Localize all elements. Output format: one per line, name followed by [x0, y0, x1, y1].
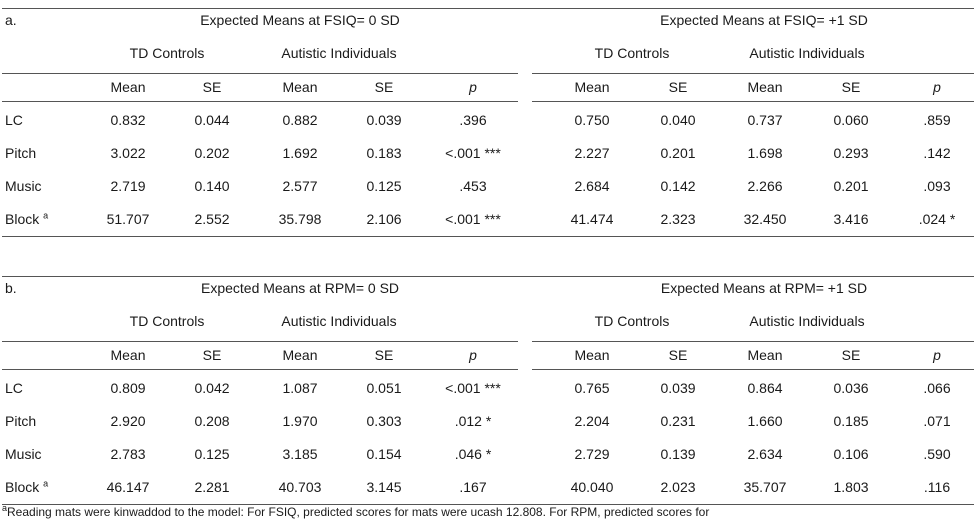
table-cell: 1.803	[833, 479, 869, 495]
table-cell: .066	[923, 380, 951, 396]
table-cell: 2.577	[282, 178, 318, 194]
rule-line	[2, 369, 518, 370]
subgroup-header: Autistic Individuals	[281, 313, 397, 329]
table-cell: 2.266	[747, 178, 783, 194]
table-cell: 0.882	[282, 112, 318, 128]
table-cell: .590	[923, 446, 951, 462]
column-header: SE	[841, 347, 861, 363]
table-cell: 40.040	[570, 479, 614, 495]
panel-label: a.	[5, 12, 17, 28]
table-cell: 0.040	[660, 112, 696, 128]
subgroup-header: TD Controls	[594, 45, 670, 61]
row-label-text: Music	[5, 178, 42, 194]
table-cell: 0.140	[194, 178, 230, 194]
rule-line	[532, 73, 974, 74]
column-header: SE	[374, 347, 394, 363]
row-label	[5, 209, 48, 229]
table-cell: 0.750	[574, 112, 610, 128]
table-cell: 3.022	[110, 145, 146, 161]
table-cell: 0.183	[366, 145, 402, 161]
column-header: SE	[841, 79, 861, 95]
table-cell: 0.765	[574, 380, 610, 396]
column-header: Mean	[110, 347, 146, 363]
table-cell: 0.060	[833, 112, 869, 128]
table-cell: <.001 ***	[445, 380, 501, 396]
table-cell: 0.737	[747, 112, 783, 128]
table-panel	[0, 0, 976, 240]
table-cell: 1.660	[747, 413, 783, 429]
row-label-text: Pitch	[5, 145, 37, 161]
group-title: Expected Means at FSIQ= +1 SD	[660, 12, 868, 28]
rule-line	[2, 8, 974, 9]
table-cell: 35.798	[278, 211, 322, 227]
rule-line	[2, 236, 974, 237]
column-header: Mean	[574, 79, 610, 95]
table-cell: 2.023	[660, 479, 696, 495]
table-cell: 2.920	[110, 413, 146, 429]
table-cell: 0.125	[194, 446, 230, 462]
table-cell: .093	[923, 178, 951, 194]
table-cell: 0.201	[833, 178, 869, 194]
row-label-text: Music	[5, 446, 42, 462]
row-label	[5, 143, 36, 163]
column-header: Mean	[282, 347, 318, 363]
rule-line	[532, 101, 974, 102]
column-header: Mean	[747, 347, 783, 363]
table-cell: 1.970	[282, 413, 318, 429]
table-cell: 2.552	[194, 211, 230, 227]
table-cell: 1.087	[282, 380, 318, 396]
table-cell: 2.729	[574, 446, 610, 462]
table-cell: 41.474	[570, 211, 614, 227]
table-cell: <.001 ***	[445, 145, 501, 161]
row-label-text: LC	[5, 380, 23, 396]
column-header: SE	[668, 347, 688, 363]
column-header: Mean	[747, 79, 783, 95]
table-cell: .116	[923, 479, 951, 495]
group-title: Expected Means at RPM= +1 SD	[660, 280, 868, 296]
table-cell: 2.106	[366, 211, 402, 227]
subgroup-header: TD Controls	[594, 313, 670, 329]
panel-label: b.	[5, 280, 17, 296]
subgroup-header: Autistic Individuals	[749, 313, 865, 329]
subgroup-header: Autistic Individuals	[281, 45, 397, 61]
column-header: p	[469, 79, 477, 95]
table-cell: 32.450	[743, 211, 787, 227]
row-label	[5, 444, 42, 464]
column-header: SE	[202, 79, 222, 95]
group-title: Expected Means at FSIQ= 0 SD	[200, 12, 400, 28]
rule-line	[532, 369, 974, 370]
row-label	[5, 378, 23, 398]
table-cell: 0.208	[194, 413, 230, 429]
subgroup-header: Autistic Individuals	[749, 45, 865, 61]
table-cell: 0.832	[110, 112, 146, 128]
table-cell: .453	[459, 178, 487, 194]
table-cell: .142	[923, 145, 951, 161]
table-cell: .024 *	[918, 211, 956, 227]
table-cell: 0.044	[194, 112, 230, 128]
row-label	[5, 411, 36, 431]
table-cell: 35.707	[743, 479, 787, 495]
row-label	[5, 110, 23, 130]
table-cell: 1.698	[747, 145, 783, 161]
subgroup-header: TD Controls	[129, 45, 205, 61]
table-cell: 0.864	[747, 380, 783, 396]
table-cell: 0.202	[194, 145, 230, 161]
table-cell: 2.227	[574, 145, 610, 161]
table-cell: .012 *	[454, 413, 492, 429]
row-label	[5, 176, 42, 196]
rule-line	[532, 341, 974, 342]
column-header: SE	[668, 79, 688, 95]
table-cell: .071	[923, 413, 951, 429]
table-cell: 51.707	[106, 211, 150, 227]
table-cell: 0.042	[194, 380, 230, 396]
row-label-text: Pitch	[5, 413, 37, 429]
table-cell: 0.039	[660, 380, 696, 396]
table-cell: .167	[459, 479, 487, 495]
table-cell: 3.416	[833, 211, 869, 227]
table-cell: 2.684	[574, 178, 610, 194]
column-header: Mean	[574, 347, 610, 363]
table-cell: 0.125	[366, 178, 402, 194]
column-header: SE	[202, 347, 222, 363]
row-label-superscript: a	[43, 210, 49, 221]
table-cell: .396	[459, 112, 487, 128]
table-cell: 2.204	[574, 413, 610, 429]
table-cell: 0.036	[833, 380, 869, 396]
table-cell: 40.703	[278, 479, 322, 495]
table-cell: 3.145	[366, 479, 402, 495]
table-cell: 0.106	[833, 446, 869, 462]
rule-line	[2, 101, 518, 102]
row-label	[5, 477, 48, 497]
table-cell: 0.039	[366, 112, 402, 128]
table-cell: 3.185	[282, 446, 318, 462]
row-label-text: Block	[5, 479, 40, 495]
table-cell: 0.809	[110, 380, 146, 396]
table-cell: 0.185	[833, 413, 869, 429]
column-header: p	[933, 79, 941, 95]
column-header: Mean	[282, 79, 318, 95]
table-cell: 0.139	[660, 446, 696, 462]
table-cell: 2.783	[110, 446, 146, 462]
group-title: Expected Means at RPM= 0 SD	[200, 280, 400, 296]
table-cell: <.001 ***	[445, 211, 501, 227]
table-cell: .859	[923, 112, 951, 128]
table-cell: 2.323	[660, 211, 696, 227]
table-cell: 2.281	[194, 479, 230, 495]
table-cell: 0.303	[366, 413, 402, 429]
rule-line	[2, 73, 518, 74]
column-header: p	[469, 347, 477, 363]
column-header: p	[933, 347, 941, 363]
table-cell: 0.231	[660, 413, 696, 429]
table-cell: 0.142	[660, 178, 696, 194]
table-cell: 2.634	[747, 446, 783, 462]
row-label-superscript: a	[43, 478, 49, 489]
column-header: Mean	[110, 79, 146, 95]
table-cell: 1.692	[282, 145, 318, 161]
table-cell: 0.293	[833, 145, 869, 161]
rule-line	[2, 276, 974, 277]
column-header: SE	[374, 79, 394, 95]
table-cell: 0.201	[660, 145, 696, 161]
subgroup-header: TD Controls	[129, 313, 205, 329]
row-label-text: LC	[5, 112, 23, 128]
table-cell: 0.051	[366, 380, 402, 396]
table-cell: 2.719	[110, 178, 146, 194]
rule-line	[2, 341, 518, 342]
table-panel	[0, 268, 976, 508]
row-label-text: Block	[5, 211, 40, 227]
table-cell: 46.147	[106, 479, 150, 495]
table-footnote: $^a$Reading mats were kinwaddod to the model: For FSIQ, predicted scores for mats were ucash 12.808. For RPM, predicted scores for	[2, 503, 710, 519]
table-cell: .046 *	[454, 446, 492, 462]
table-cell: 0.154	[366, 446, 402, 462]
